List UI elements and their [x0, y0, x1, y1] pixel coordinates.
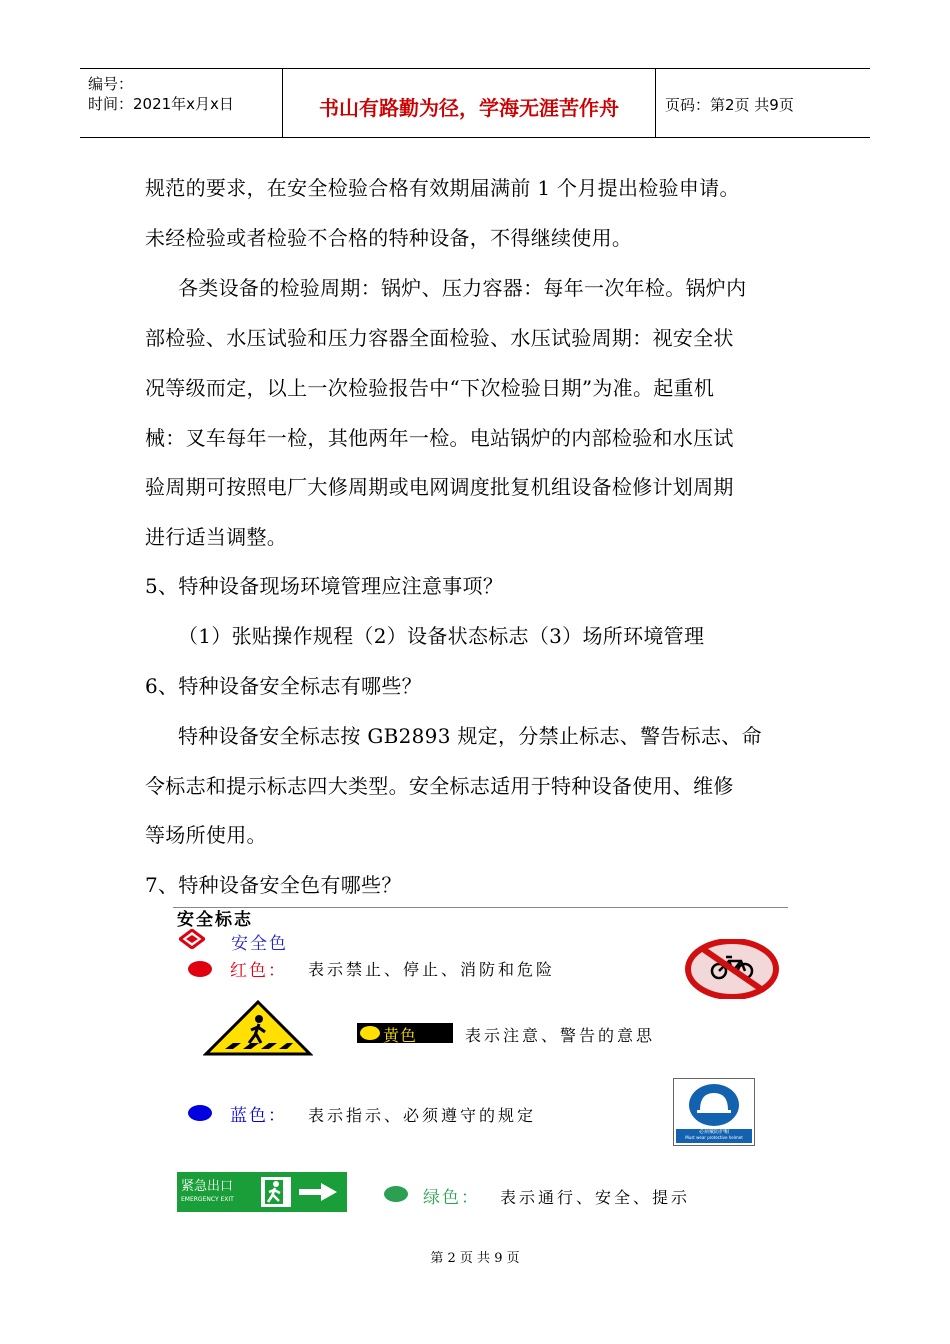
- question-heading: 5、特种设备现场环境管理应注意事项？: [145, 574, 504, 598]
- yellow-color-name: 黄色: [383, 1026, 418, 1045]
- body-line: 进行适当调整。: [145, 525, 288, 549]
- green-color-name: 绿色：: [423, 1188, 480, 1208]
- body-line: 规范的要求，在安全检验合格有效期届满前 1 个月提出检验申请。: [145, 176, 740, 200]
- body-line: 特种设备安全标志按 GB2893 规定，分禁止标志、警告标志、命: [178, 724, 762, 748]
- exit-sign-text-en: EMERGENCY EXIT: [181, 1196, 234, 1203]
- body-line: 械：叉车每年一检，其他两年一检。电站锅炉的内部检验和水压试: [145, 426, 734, 450]
- diamond-bullet-icon: [179, 929, 205, 949]
- blue-dot-icon: [187, 1104, 213, 1122]
- yellow-dot-icon: [359, 1025, 381, 1041]
- document-time-label: 时间：2021年x月x日: [88, 95, 234, 113]
- header-motto-cell: [282, 69, 656, 137]
- page-header: [80, 68, 870, 138]
- body-line: 各类设备的检验周期：锅炉、压力容器：每年一次年检。锅炉内: [178, 276, 747, 300]
- header-info-cell: [80, 69, 282, 137]
- body-line: 部检验、水压试验和压力容器全面检验、水压试验周期：视安全状: [145, 326, 734, 350]
- header-page-cell: [655, 69, 870, 137]
- page-footer: 第 2 页 共 9 页: [430, 1251, 520, 1266]
- body-line: 验周期可按照电厂大修周期或电网调度批复机组设备检修计划周期: [145, 475, 734, 499]
- helmet-sign-caption: [676, 1129, 752, 1143]
- pedestrian-warning-sign-icon: [203, 999, 313, 1057]
- yellow-label-box: [357, 1023, 453, 1043]
- yellow-color-description: 表示注意、警告的意思: [465, 1026, 656, 1045]
- red-color-description: 表示禁止、停止、消防和危险: [308, 960, 556, 979]
- no-bicycle-sign-icon: [685, 939, 779, 999]
- helmet-sign-text-cn: 必须戴防护帽: [698, 1129, 729, 1135]
- safety-color-figure: [173, 905, 788, 1225]
- body-line: 未经检验或者检验不合格的特种设备，不得继续使用。: [145, 226, 633, 250]
- green-dot-icon: [383, 1185, 409, 1203]
- helmet-sign-text-en: Must wear protective helmet: [685, 1135, 743, 1140]
- blue-color-name: 蓝色：: [230, 1106, 287, 1126]
- helmet-icon: [687, 1082, 741, 1128]
- body-line: 况等级而定，以上一次检验报告中“下次检验日期”为准。起重机: [145, 376, 715, 400]
- figure-top-rule: [173, 907, 788, 908]
- document-number-label: 编号：: [88, 75, 134, 93]
- figure-subtitle: 安全色: [231, 934, 288, 954]
- red-color-name: 红色：: [230, 961, 287, 981]
- body-line: （1）张贴操作规程（2）设备状态标志（3）场所环境管理: [178, 624, 705, 648]
- exit-sign-text-cn: 紧急出口: [181, 1179, 234, 1194]
- helmet-mandatory-sign: [673, 1078, 755, 1146]
- body-line: 等场所使用。: [145, 823, 267, 847]
- question-heading: 6、特种设备安全标志有哪些？: [145, 674, 422, 698]
- red-dot-icon: [187, 960, 213, 978]
- figure-title: 安全标志: [177, 910, 253, 930]
- header-motto: 书山有路勤为径，学海无涯苦作舟: [319, 96, 619, 120]
- body-line: 令标志和提示标志四大类型。安全标志适用于特种设备使用、维修: [145, 774, 734, 798]
- emergency-exit-sign: [177, 1172, 347, 1212]
- question-heading: 7、特种设备安全色有哪些？: [145, 873, 402, 897]
- green-color-description: 表示通行、安全、提示: [500, 1188, 691, 1207]
- blue-color-description: 表示指示、必须遵守的规定: [308, 1106, 537, 1125]
- running-man-exit-icon: [259, 1176, 343, 1208]
- header-page-number: 页码：第2页 共9页: [665, 96, 794, 114]
